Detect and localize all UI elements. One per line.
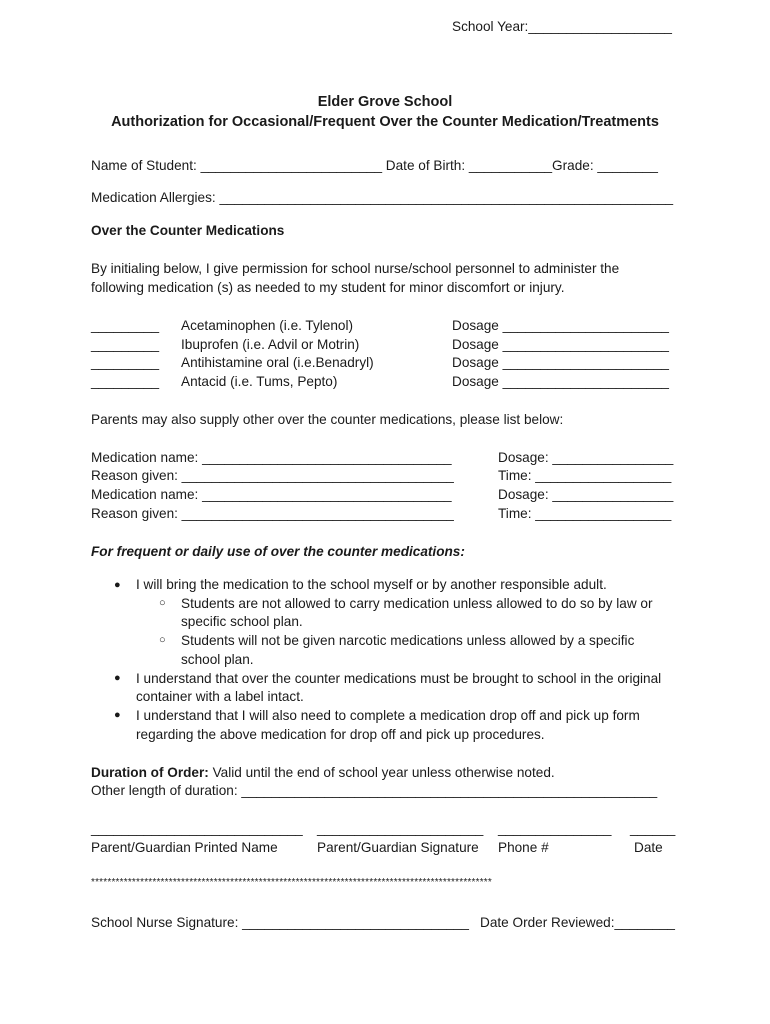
school-nurse-signature-field[interactable]: School Nurse Signature: ______________________________ xyxy=(91,915,469,930)
date-line[interactable]: ______ xyxy=(630,821,676,836)
school-name-title: Elder Grove School xyxy=(317,94,453,110)
dosage-field[interactable]: Dosage ______________________ xyxy=(452,318,669,333)
bullet-icon: ● xyxy=(114,709,121,721)
bullet-text: regarding the above medication for drop off and pick up procedures. xyxy=(136,727,545,742)
asterisk-separator: ************************************************************************************************** xyxy=(91,877,492,888)
duration-label: Duration of Order: xyxy=(91,765,209,780)
reason-given-field[interactable]: Reason given: ____________________________________ xyxy=(91,506,454,521)
date-order-reviewed-field[interactable]: Date Order Reviewed:________ xyxy=(480,915,675,930)
sub-bullet-icon: ○ xyxy=(159,597,166,609)
bullet-text: I understand that over the counter medications must be brought to school in the original xyxy=(136,671,662,686)
other-meds-intro: Parents may also supply other over the counter medications, please list below: xyxy=(91,412,564,427)
form-subtitle: Authorization for Occasional/Frequent Over the Counter Medication/Treatments xyxy=(111,114,659,130)
other-dosage-field[interactable]: Dosage: ________________ xyxy=(498,487,674,502)
dosage-field[interactable]: Dosage ______________________ xyxy=(452,374,669,389)
reason-given-field[interactable]: Reason given: ____________________________________ xyxy=(91,468,454,483)
phone-label: Phone # xyxy=(498,840,549,855)
printed-name-line[interactable]: ____________________________ xyxy=(91,821,303,836)
frequent-use-heading: For frequent or daily use of over the counter medications: xyxy=(91,544,465,559)
bullet-text: container with a label intact. xyxy=(136,689,304,704)
initial-field[interactable]: _________ xyxy=(91,374,160,389)
school-year-field[interactable]: School Year:___________________ xyxy=(452,19,672,34)
medication-label: Antihistamine oral (i.e.Benadryl) xyxy=(181,355,374,370)
permission-text-2: following medication (s) as needed to my student for minor discomfort or injury. xyxy=(91,280,565,295)
bullet-icon: ● xyxy=(114,672,121,684)
medication-name-field[interactable]: Medication name: _________________________________ xyxy=(91,487,452,502)
printed-name-label: Parent/Guardian Printed Name xyxy=(91,840,278,855)
medication-name-field[interactable]: Medication name: _________________________________ xyxy=(91,450,452,465)
student-info-line[interactable]: Name of Student: ________________________ Date of Birth: ___________Grade: ________ xyxy=(91,158,658,173)
bullet-icon: ● xyxy=(114,579,121,591)
guardian-signature-line[interactable]: ______________________ xyxy=(317,821,484,836)
other-duration-field[interactable]: Other length of duration: _______________________________________________________ xyxy=(91,783,658,798)
dosage-field[interactable]: Dosage ______________________ xyxy=(452,355,669,370)
phone-line[interactable]: _______________ xyxy=(498,821,612,836)
guardian-signature-label: Parent/Guardian Signature xyxy=(317,840,479,855)
bullet-text: I will bring the medication to the school myself or by another responsible adult. xyxy=(136,577,607,592)
sub-bullet-text: specific school plan. xyxy=(181,614,303,629)
initial-field[interactable]: _________ xyxy=(91,337,160,352)
medication-label: Ibuprofen (i.e. Advil or Motrin) xyxy=(181,337,360,352)
sub-bullet-text: Students will not be given narcotic medications unless allowed by a specific xyxy=(181,633,635,648)
medication-allergies-field[interactable]: Medication Allergies: ____________________________________________________________ xyxy=(91,190,674,205)
time-field[interactable]: Time: __________________ xyxy=(498,468,672,483)
date-label: Date xyxy=(634,840,663,855)
permission-text-1: By initialing below, I give permission for school nurse/school personnel to administer the xyxy=(91,261,620,276)
otc-heading: Over the Counter Medications xyxy=(91,223,285,238)
other-dosage-field[interactable]: Dosage: ________________ xyxy=(498,450,674,465)
sub-bullet-text: school plan. xyxy=(181,652,254,667)
medication-label: Acetaminophen (i.e. Tylenol) xyxy=(181,318,354,333)
initial-field[interactable]: _________ xyxy=(91,318,160,333)
initial-field[interactable]: _________ xyxy=(91,355,160,370)
time-field[interactable]: Time: __________________ xyxy=(498,506,672,521)
bullet-text: I understand that I will also need to complete a medication drop off and pick up form xyxy=(136,708,640,723)
sub-bullet-icon: ○ xyxy=(159,634,166,646)
duration-text: Valid until the end of school year unless otherwise noted. xyxy=(208,765,555,780)
dosage-field[interactable]: Dosage ______________________ xyxy=(452,337,669,352)
medication-label: Antacid (i.e. Tums, Pepto) xyxy=(181,374,338,389)
sub-bullet-text: Students are not allowed to carry medication unless allowed to do so by law or xyxy=(181,596,653,611)
duration-of-order xyxy=(91,765,555,780)
